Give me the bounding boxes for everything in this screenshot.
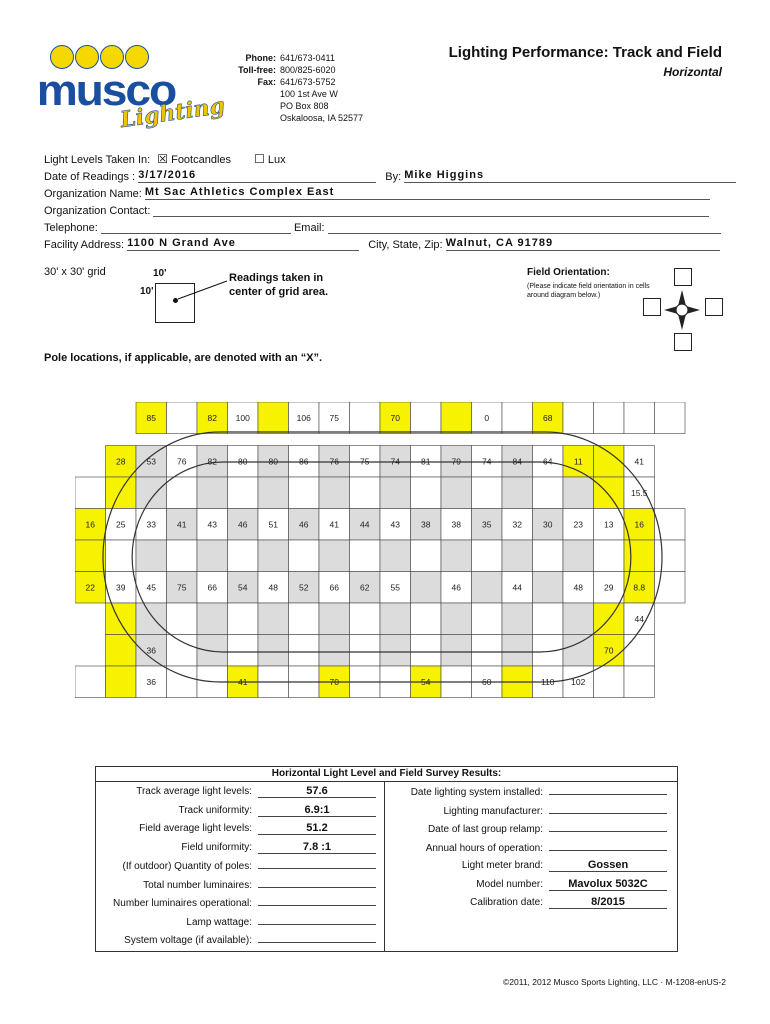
results-label: Light meter brand: [461,860,543,871]
grid-reading: 54 [238,582,248,593]
grid-cell [441,402,472,434]
document-title [449,44,722,79]
grid-cell [411,402,442,434]
footcandles-checkbox[interactable]: ☒ [157,152,169,166]
email-field[interactable] [328,220,721,234]
grid-cell [472,603,503,635]
results-value[interactable] [258,876,376,888]
grid-cell [136,603,167,635]
grid-reading: 29 [604,582,614,593]
grid-reading: 44 [512,582,522,593]
grid-cell [75,540,106,572]
address-line: Oskaloosa, IA 52577 [280,113,364,123]
results-row [96,857,384,876]
grid-cell [106,603,137,635]
grid-reading: 66 [329,582,339,593]
grid-cell [411,572,442,604]
grid-cell [350,540,381,572]
footcandles-label: Footcandles [171,154,232,166]
grid-cell [228,635,259,667]
grid-cell [502,477,533,509]
grid-cell [563,603,594,635]
grid-reading: 102 [571,676,586,687]
results-value[interactable]: 6.9:1 [258,805,376,817]
grid-cell [106,666,137,698]
grid-cell [411,477,442,509]
orientation-box-top[interactable] [674,268,692,286]
grid-reading: 70 [390,412,400,423]
grid-cell [167,635,198,667]
logo-subtitle: Lighting [118,92,227,134]
grid-reading: 8.8 [633,582,646,593]
results-row [385,876,675,895]
grid-reading: 75 [360,456,370,467]
grid-reading: 46 [238,519,248,530]
grid-reading: 16 [85,519,95,530]
grid-cell [258,402,289,434]
email-label: Email: [293,222,325,234]
grid-cell [411,635,442,667]
compass-icon [664,290,700,330]
grid-cell [380,603,411,635]
date-label: Date of Readings : [44,171,136,183]
grid-reading: 75 [329,412,339,423]
grid-cell [502,540,533,572]
grid-reading: 75 [177,582,187,593]
title-main: Lighting Performance: Track and Field [448,44,722,61]
grid-cell [319,603,350,635]
grid-reading: 35 [482,519,492,530]
dim-top: 10' [153,268,167,279]
results-label: (If outdoor) Quantity of poles: [122,861,252,872]
grid-cell [319,540,350,572]
grid-cell [411,540,442,572]
grid-cell [289,603,320,635]
grid-reading: 55 [390,582,400,593]
grid-reading: 23 [573,519,583,530]
org-label: Organization Name: [44,188,142,200]
grid-reading: 76 [329,456,339,467]
results-label: Field uniformity: [181,841,252,853]
grid-cell [441,635,472,667]
grid-cell [350,635,381,667]
fax-value: 641/673-5752 [280,77,336,87]
grid-cell [289,540,320,572]
contact-row [44,203,718,218]
grid-cell [624,540,655,572]
results-row [96,876,384,895]
readings-note [229,271,328,299]
results-value[interactable] [258,931,376,943]
readings-line2: center of grid area. [229,286,329,298]
grid-cell [350,402,381,434]
grid-cell [594,540,625,572]
results-left-column [96,783,384,950]
grid-cell [197,540,228,572]
results-row [96,839,384,858]
results-label: Date of last group relamp: [427,824,543,835]
grid-reading: 41 [238,676,248,687]
grid-cell [502,402,533,434]
grid-cell [167,540,198,572]
results-right-column [385,783,675,913]
by-field[interactable]: Mike Higgins [404,169,736,183]
results-row [385,839,675,858]
results-label: Lamp wattage: [186,916,252,928]
orientation-note: (Please indicate field orientation in cells around diagram below.) [527,283,650,299]
grid-reading: 79 [451,456,461,467]
grid-cell [167,477,198,509]
results-row [96,783,384,802]
grid-cell [594,477,625,509]
results-label: Number luminaires operational: [113,898,252,909]
results-row [385,783,675,802]
grid-reading: 33 [146,519,156,530]
readings-line1: Readings taken in [229,272,324,284]
grid-reading: 11 [573,456,583,467]
grid-cell [106,540,137,572]
orientation-box-left[interactable] [643,298,661,316]
results-label: Track uniformity: [178,804,252,816]
grid-cell [655,509,686,541]
tollfree-label: Toll-free: [238,65,276,75]
light-levels-label: Light Levels Taken In: [44,154,151,166]
grid-reading: 38 [451,519,461,530]
grid-cell [502,603,533,635]
grid-reading: 70 [604,645,614,656]
grid-cell [533,477,564,509]
results-row [96,931,384,950]
grid-reading: 41 [177,519,187,530]
grid-cell [472,635,503,667]
grid-cell [75,666,106,698]
facility-label: Facility Address: [44,239,125,251]
grid-reading: 48 [268,582,278,593]
grid-cell [472,572,503,604]
grid-cell [624,666,655,698]
grid-reading: 41 [634,456,644,467]
grid-cell [319,635,350,667]
logo-wordmark: musco [36,66,176,115]
telephone-field[interactable] [101,220,291,234]
grid-cell [502,635,533,667]
grid-cell [258,477,289,509]
grid-cell [136,540,167,572]
grid-cell [258,603,289,635]
grid-cell [380,635,411,667]
grid-reading: 60 [482,676,492,687]
results-row [96,802,384,821]
grid-reading: 80 [268,456,278,467]
grid-cell [167,603,198,635]
grid-cell [624,635,655,667]
grid-cell [655,402,686,434]
grid-reading: 32 [512,519,522,530]
grid-cell [563,477,594,509]
grid-reading: 100 [235,412,250,423]
results-heading: Horizontal Light Level and Field Survey Results: [96,767,677,782]
results-value[interactable]: 51.2 [258,823,376,835]
results-value[interactable]: 7.8 :1 [258,842,376,854]
grid-reading: 106 [296,412,311,423]
results-label: System voltage (if available): [124,935,252,946]
grid-cell [563,635,594,667]
grid-cell [106,477,137,509]
fax-label: Fax: [257,77,276,87]
city-label: City, State, Zip: [368,239,443,251]
grid-reading: 43 [207,519,217,530]
grid-cell [533,572,564,604]
results-label: Model number: [476,878,543,890]
lux-label: Lux [267,154,286,166]
grid-reading: 46 [299,519,309,530]
grid-reading: 85 [146,412,156,423]
results-label: Annual hours of operation: [425,842,543,854]
grid-reading: 81 [421,456,431,467]
grid-reading: 48 [573,582,583,593]
grid-size-label: 30' x 30' grid [44,266,106,278]
grid-cell [289,477,320,509]
title-sub: Horizontal [663,65,722,79]
orientation-box-bottom[interactable] [674,333,692,351]
grid-reading: 52 [299,582,309,593]
grid-cell [441,603,472,635]
grid-reading: 110 [540,676,555,687]
grid-reading: 66 [207,582,217,593]
grid-cell [655,540,686,572]
grid-reading: 84 [512,456,522,467]
grid-reading: 44 [634,613,644,624]
grid-reading: 76 [177,456,187,467]
results-row [385,802,675,821]
grid-reading: 16 [634,519,644,530]
grid-cell [380,477,411,509]
date-field[interactable]: 3/17/2016 [138,169,376,183]
results-value[interactable] [258,894,376,906]
grid-cell [411,603,442,635]
grid-cell [228,603,259,635]
grid-reading: 25 [116,519,126,530]
org-field[interactable]: Mt Sac Athletics Complex East [145,186,710,200]
grid-reading: 15.5 [630,487,648,498]
grid-reading: 43 [390,519,400,530]
facility-row [44,237,718,252]
results-value[interactable] [549,839,667,851]
grid-reading: 44 [360,519,370,530]
results-value[interactable]: Gossen [549,860,667,872]
footer-copyright: ©2011, 2012 Musco Sports Lighting, LLC · M-1208-enUS-2 [503,977,726,987]
grid-cell [441,477,472,509]
grid-reading: 62 [360,582,370,593]
grid-cell [319,477,350,509]
grid-reading: 36 [146,645,156,656]
grid-cell [594,666,625,698]
grid-reading: 82 [207,456,217,467]
light-levels-row [44,152,718,167]
facility-field[interactable]: 1100 N Grand Ave [127,237,359,251]
pointer-line [175,275,235,305]
results-value[interactable] [258,857,376,869]
grid-cell [228,477,259,509]
results-row [385,894,675,913]
grid-cell [533,603,564,635]
results-label: Track average light levels: [136,786,252,797]
date-row [44,169,718,184]
org-row [44,186,718,201]
phone-value: 641/673-0411 [280,53,335,63]
grid-cell [289,635,320,667]
city-field[interactable]: Walnut, CA 91789 [446,237,720,251]
results-value[interactable] [549,783,667,795]
grid-reading: 80 [238,456,248,467]
grid-cell [167,402,198,434]
results-row [96,894,384,913]
orientation-title: Field Orientation: [527,267,610,278]
grid-reading: 70 [329,676,339,687]
grid-reading: 68 [543,412,553,423]
grid-reading: 74 [390,456,400,467]
grid-reading: 39 [116,582,126,593]
phone-row [44,220,718,235]
results-label: Field average light levels: [139,823,252,834]
results-row [385,820,675,839]
results-label: Lighting manufacturer: [443,805,543,817]
org-contact-field[interactable] [153,203,709,217]
grid-cell [350,603,381,635]
grid-reading: 46 [451,582,461,593]
grid-reading: 54 [421,676,431,687]
light-level-grid [75,402,695,722]
grid-reading: 82 [207,412,217,423]
grid-cell [75,477,106,509]
grid-cell [441,540,472,572]
pole-note: Pole locations, if applicable, are denoted with an “X”. [44,352,323,364]
grid-reading: 51 [268,519,278,530]
phone-label: Phone: [245,53,276,63]
grid-reading: 64 [543,456,553,467]
contact-block [218,52,363,124]
results-value[interactable] [258,913,376,925]
results-value[interactable] [549,802,667,814]
orientation-box-right[interactable] [705,298,723,316]
grid-cell [624,402,655,434]
grid-cell [563,540,594,572]
grid-cell [594,402,625,434]
grid-cell [197,635,228,667]
grid-reading: 36 [146,676,156,687]
grid-reading: 13 [604,519,614,530]
grid-cell [472,477,503,509]
results-label: Date lighting system installed: [410,787,543,798]
grid-cell [350,477,381,509]
grid-cell [472,540,503,572]
results-table [95,766,678,952]
results-label: Calibration date: [470,897,543,908]
results-row [385,857,675,876]
results-value[interactable]: 8/2015 [549,897,667,909]
grid-cell [258,635,289,667]
grid-reading: 74 [482,456,492,467]
address-line: PO Box 808 [280,101,329,111]
grid-cell [228,540,259,572]
lux-checkbox[interactable]: ☐ [254,152,265,166]
telephone-label: Telephone: [44,222,98,234]
grid-reading: 53 [146,456,156,467]
results-value[interactable]: Mavolux 5032C [549,879,667,891]
grid-cell [563,402,594,434]
results-row [96,820,384,839]
grid-reading: 86 [299,456,309,467]
results-label: Total number luminaires: [143,879,252,891]
grid-cell [197,603,228,635]
grid-reading: 0 [484,412,490,423]
grid-cell [197,477,228,509]
results-value[interactable] [549,820,667,832]
grid-reading: 28 [116,456,126,467]
grid-cell [136,477,167,509]
grid-cell [380,540,411,572]
address-line: 100 1st Ave W [280,89,338,99]
grid-reading: 38 [421,519,431,530]
grid-cell [258,540,289,572]
by-label: By: [385,171,402,183]
tollfree-value: 800/825-6020 [280,65,336,75]
results-value[interactable]: 57.6 [258,786,376,798]
grid-reading: 45 [146,582,156,593]
grid-reading: 41 [329,519,339,530]
dim-side: 10' [140,286,154,297]
grid-cell [533,540,564,572]
org-contact-label: Organization Contact: [44,205,151,217]
grid-reading: 22 [85,582,95,593]
results-row [96,913,384,932]
grid-reading: 30 [543,519,553,530]
